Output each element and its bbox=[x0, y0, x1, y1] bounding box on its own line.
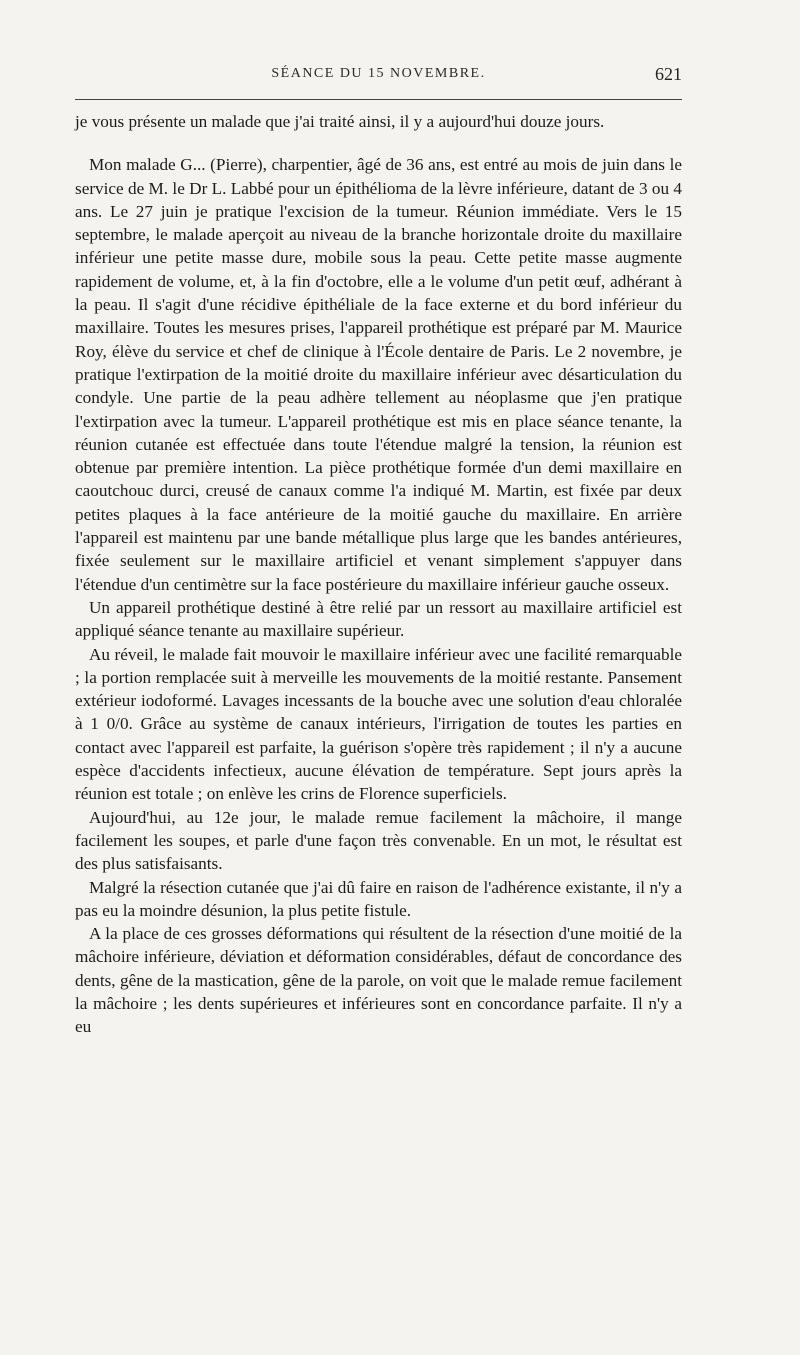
page-header bbox=[75, 66, 682, 88]
paragraph: je vous présente un malade que j'ai traité ainsi, il y a aujourd'hui douze jours. bbox=[75, 112, 605, 131]
paragraph: Au réveil, le malade fait mouvoir le maxillaire inférieur avec une facilité remarquable ; la portion remplacée suit à merveille les mouvements de la moitié restante. Pansement extérieur iodoformé. Lavages incessants de la bouche avec une solution d'eau chloralée à 1 0/0. Grâce au système de canaux intérieurs, l'irrigation de toutes les parties en contact avec l'appareil est parfaite, la guérison s'opère très rapidement ; il n'y a aucune espèce d'accidents infectieux, aucune élévation de température. Sept jours après la réunion est totale ; on enlève les crins de Florence superficiels. bbox=[75, 644, 682, 804]
paragraph: Aujourd'hui, au 12e jour, le malade remue facilement la mâchoire, il mange facilement les soupes, et parle d'une façon très convenable. En un mot, le résultat est des plus satisfaisants. bbox=[75, 807, 682, 874]
body-text bbox=[75, 110, 682, 1039]
header-rule bbox=[75, 99, 682, 100]
page-number: 621 bbox=[655, 64, 682, 84]
paragraph: Mon malade G... (Pierre), charpentier, âgé de 36 ans, est entré au mois de juin dans le service de M. le Dr L. Labbé pour un épithélioma de la lèvre inférieure, datant de 3 ou 4 ans. Le 27 juin je pratique l'excision de la tumeur. Réunion immédiate. Vers le 15 septembre, le malade aperçoit au niveau de la branche horizontale droite du maxillaire inférieur une petite masse dure, mobile sous la peau. Cette petite masse augmente rapidement de volume, et, à la fin d'octobre, elle a le volume d'un petit œuf, adhérant à la peau. Il s'agit d'une récidive épithéliale de la face externe et du bord inférieur du maxillaire. Toutes les mesures prises, l'appareil prothétique est préparé par M. Maurice Roy, élève du service et chef de clinique à l'École dentaire de Paris. Le 2 novembre, je pratique l'extirpation de la moitié droite du maxillaire inférieur avec désarticulation du condyle. Une partie de la peau adhère tellement au néoplasme que j'en pratique l'extirpation avec la tumeur. L'appareil prothétique est mis en place séance tenante, la réunion cutanée est effectuée dans toute l'étendue malgré la tension, la réunion est obtenue par première intention. La pièce prothétique formée d'un demi maxillaire en caoutchouc durci, creusé de canaux comme l'a indiqué M. Martin, est fixée par deux petites plaques à la face antérieure de la moitié gauche du maxillaire. En arrière l'appareil est maintenu par une bande métallique plus large que les bandes antérieures, fixée seulement sur le maxillaire artificiel et venant simplement s'appuyer dans l'étendue d'un centimètre sur la face postérieure du maxillaire inférieur gauche osseux. bbox=[75, 155, 682, 594]
paragraph: Un appareil prothétique destiné à être relié par un ressort au maxillaire artificiel est appliqué séance tenante au maxillaire supérieur. bbox=[75, 597, 682, 641]
paragraph: Malgré la résection cutanée que j'ai dû faire en raison de l'adhérence existante, il n'y a pas eu la moindre désunion, la plus petite fistule. bbox=[75, 877, 682, 920]
running-head: SÉANCE DU 15 NOVEMBRE. bbox=[271, 66, 486, 81]
paragraph: A la place de ces grosses déformations qui résultent de la résection d'une moitié de la mâchoire inférieure, déviation et déformation considérables, défaut de concordance des dents, gêne de la mastication, gêne de la parole, on voit que le malade remue facilement la mâchoire ; les dents supérieures et inférieures sont en concordance parfaite. Il n'y a eu bbox=[75, 924, 682, 1037]
